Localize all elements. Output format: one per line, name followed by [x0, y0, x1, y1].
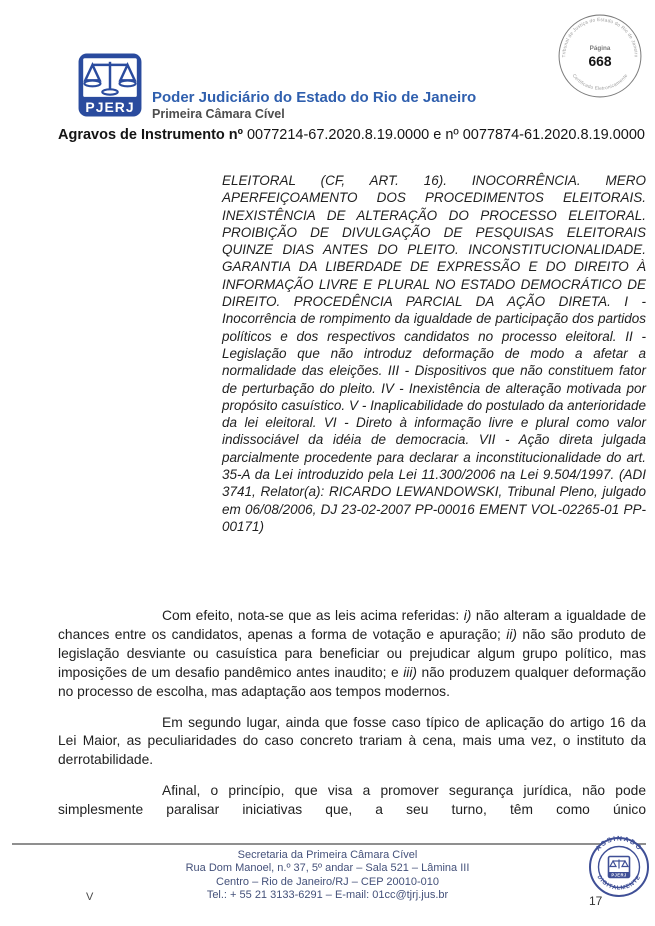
text-run: Com efeito, nota-se que as leis acima referidas: — [162, 608, 464, 623]
signature-stamp-logo-acronym: PJERJ — [611, 872, 627, 878]
text-run: Afinal, o princípio, que visa a promover segurança jurídica, não pode simplesmente paralisar iniciativas que, a seu turno, têm como único — [58, 783, 646, 818]
case-reference-label: Agravos de Instrumento nº — [58, 127, 243, 143]
footer-left-mark: V — [86, 891, 94, 903]
case-reference — [58, 127, 646, 144]
stamp-ring-bottom-text: Certificado Eletronicamente — [571, 72, 629, 91]
text-run: não alteram a igualdade de chances entre os candidatos, apenas a forma de votação e apuração; — [58, 608, 646, 642]
body-paragraph — [58, 782, 646, 820]
document-page-number: 17 — [589, 894, 603, 908]
body-paragraph — [58, 607, 646, 702]
body-paragraphs — [58, 607, 646, 832]
logo-acronym: PJERJ — [85, 98, 135, 115]
digital-signature-stamp — [587, 835, 651, 899]
page-number-stamp — [556, 12, 644, 100]
footer-contact-line: Tel.: + 55 21 3133-6291 – E-mail: 01cc@tjrj.jus.br — [206, 889, 449, 902]
footer-divider — [12, 843, 646, 845]
pjerj-logo — [77, 52, 143, 118]
organization-title: Poder Judiciário do Estado do Rio de Janeiro — [152, 89, 477, 106]
text-run: não produzem qualquer deformação no processo de escolha, mas adaptação aos tempos modernos. — [58, 664, 647, 699]
footer-address-line1: Rua Dom Manoel, n.º 37, 5º andar – Sala 521 – Lâmina III — [185, 862, 470, 875]
header — [152, 89, 476, 121]
footer-secretariat: Secretaria da Primeira Câmara Cível — [237, 849, 418, 861]
signature-stamp-mini-logo — [609, 857, 630, 878]
text-run: Em segundo lugar, ainda que fosse caso típico de aplicação do artigo 16 da Lei Maior, as peculiaridades do caso concreto trariam à cena, mais uma vez, o instituto da derrotabilidade. — [58, 714, 646, 768]
body-paragraph — [58, 714, 646, 771]
jurisprudence-quote: ELEITORAL (CF, ART. 16). INOCORRÊNCIA. MERO APERFEIÇOAMENTO DOS PROCEDIMENTOS ELEITORAIS. INEXISTÊNCIA DE ALTERAÇÃO DO PROCESSO ELEITORAL. PROIBIÇÃO DE DIVULGAÇÃO DE PESQUISAS ELEITORAIS QUINZE DIAS ANTES DO PLEITO. INCONSTITUCIONALIDADE. GARANTIA DA LIBERDADE DE EXPRESSÃO E DO DIREITO À INFORMAÇÃO LIVRE E PLURAL NO ESTADO DEMOCRÁTICO DE DIREITO. PROCEDÊNCIA PARCIAL DA AÇÃO DIRETA. I - Inocorrência de rompimento da igualdade de participação dos partidos políticos e dos respectivos candidatos no processo eleitoral. II - Legislação que não introduz deformação de modo a afetar a normalidade das eleições. III - Dispositivos que não constituem fator de perturbação do pleito. IV - Inexistência de alteração motivada por propósito casuístico. V - Inaplicabilidade do postulado da anterioridade da lei eleitoral. VI - Direto à informação livre e plural como valor indissociável da idéia de democracia. VII - Ação direta julgada parcialmente procedente para declarar a inconstitucionalidade do art. 35-A da Lei introduzido pela Lei 11.300/2006 na Lei 9.504/1997. (ADI 3741, Relator(a): RICARDO LEWANDOWSKI, Tribunal Pleno, julgado em 06/08/2006, DJ 23-02-2007 PP-00016 EMENT VOL-02265-01 PP-00171) — [222, 173, 646, 534]
case-reference-numbers: 0077214-67.2020.8.19.0000 e nº 0077874-61.2020.8.19.0000 — [242, 127, 645, 143]
division-title: Primeira Câmara Cível — [152, 107, 285, 121]
stamp-page-number: 668 — [588, 53, 612, 70]
signature-stamp-top-text: ASSINADO — [594, 835, 644, 853]
text-run: ii) — [506, 626, 517, 642]
signature-stamp-bottom-text: DIGITALMENTE — [595, 874, 643, 892]
text-run: não são produto de legislação desviante ou casuística para beneficiar ou prejudicar algum grupo político, mas imposições de um desafio pandêmico antes inaudito; e — [58, 626, 646, 680]
footer — [0, 849, 655, 903]
text-run: iii) — [403, 664, 418, 680]
stamp-page-label: Página — [589, 44, 611, 52]
text-run: i) — [463, 608, 472, 623]
footer-address-line2: Centro – Rio de Janeiro/RJ – CEP 20010-010 — [216, 875, 439, 888]
stamp-ring-top-text: Tribunal de Justiça do Estado do Rio de Janeiro — [561, 17, 639, 58]
